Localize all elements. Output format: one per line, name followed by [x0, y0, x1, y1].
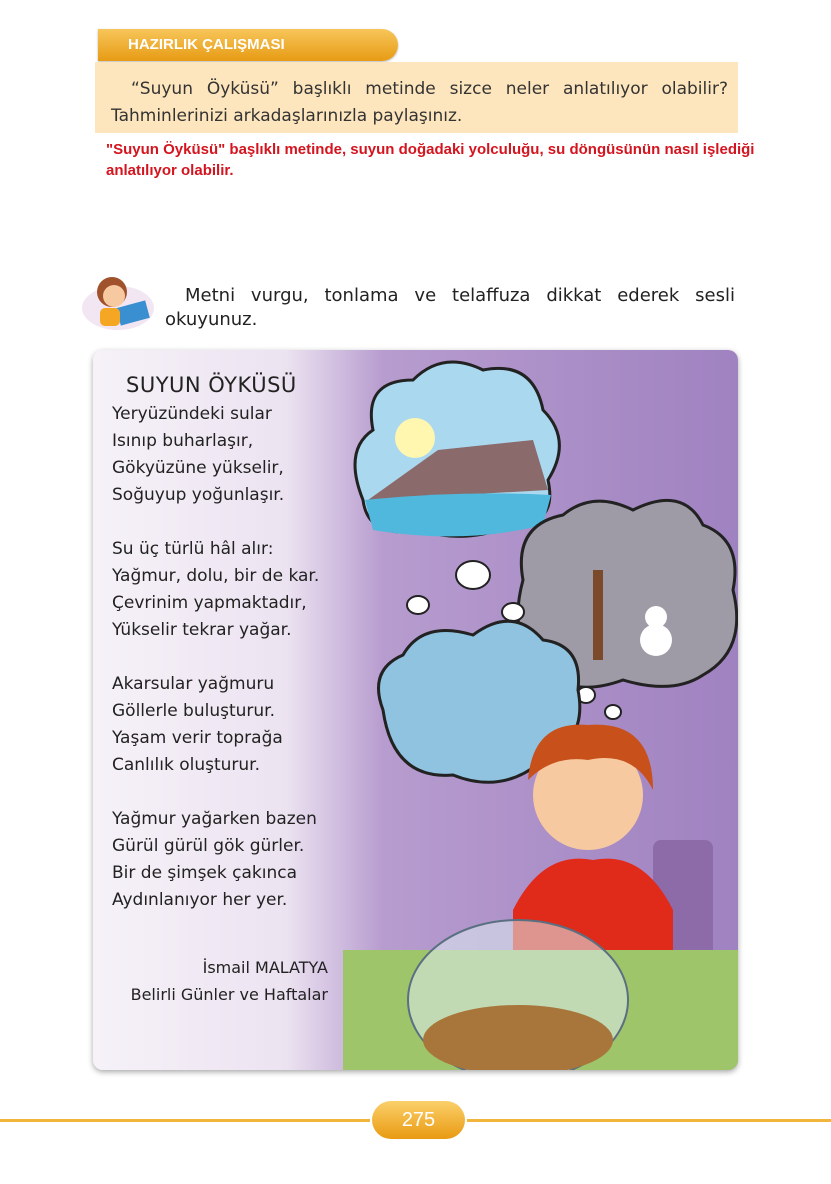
poem-line: Yeryüzündeki sular: [112, 404, 272, 424]
poem-line: Yağmur, dolu, bir de kar.: [112, 566, 320, 586]
stanza: [112, 401, 319, 509]
stanza: [112, 806, 319, 914]
poem-line: Çevrinim yapmaktadır,: [112, 593, 307, 613]
author-name: İsmail MALATYA: [202, 958, 328, 977]
prompt-box: [95, 62, 738, 133]
poem-line: Canlılık oluşturur.: [112, 755, 260, 775]
answer-text: "Suyun Öyküsü" başlıklı metinde, suyun doğadaki yolculuğu, su döngüsünün nasıl işlediği anlatılıyor olabilir.: [106, 141, 755, 179]
poem-line: Yükselir tekrar yağar.: [112, 620, 292, 640]
page-number: 275: [372, 1101, 465, 1139]
section-tab: [98, 29, 398, 61]
poem-line: Göllerle buluşturur.: [112, 701, 276, 721]
poem-line: Aydınlanıyor her yer.: [112, 890, 288, 910]
footer-line-left: [0, 1119, 370, 1122]
poem-card: [93, 350, 738, 1070]
section-tab-label: HAZIRLIK ÇALIŞMASI: [128, 36, 285, 53]
reading-instruction: Metni vurgu, tonlama ve telaffuza dikkat ederek sesli okuyunuz.: [165, 285, 735, 330]
poem-line: Akarsular yağmuru: [112, 674, 275, 694]
poem-line: Soğuyup yoğunlaşır.: [112, 485, 285, 505]
poem-line: Bir de şimşek çakınca: [112, 863, 298, 883]
source-title: Belirli Günler ve Haftalar: [130, 985, 328, 1004]
prompt-text: “Suyun Öyküsü” başlıklı metinde sizce neler anlatılıyor olabilir? Tahminlerinizi arkadaşlarınızla paylaşınız.: [111, 79, 728, 126]
poem-line: Yaşam verir toprağa: [112, 728, 283, 748]
poem-line: Isınıp buharlaşır,: [112, 431, 254, 451]
poem-attribution: [113, 954, 328, 1008]
poem: [112, 372, 319, 941]
stanza: [112, 671, 319, 779]
poem-line: Su üç türlü hâl alır:: [112, 539, 274, 559]
poem-line: Gürül gürül gök gürler.: [112, 836, 305, 856]
poem-line: Yağmur yağarken bazen: [112, 809, 317, 829]
poem-line: Gökyüzüne yükselir,: [112, 458, 284, 478]
footer-line-right: [467, 1119, 831, 1122]
poem-title: SUYUN ÖYKÜSÜ: [126, 373, 297, 397]
sun-icon: [395, 418, 435, 458]
stanza: [112, 536, 319, 644]
water-cycle-illustration: [343, 350, 738, 1070]
reading-girl-icon: [78, 268, 158, 334]
